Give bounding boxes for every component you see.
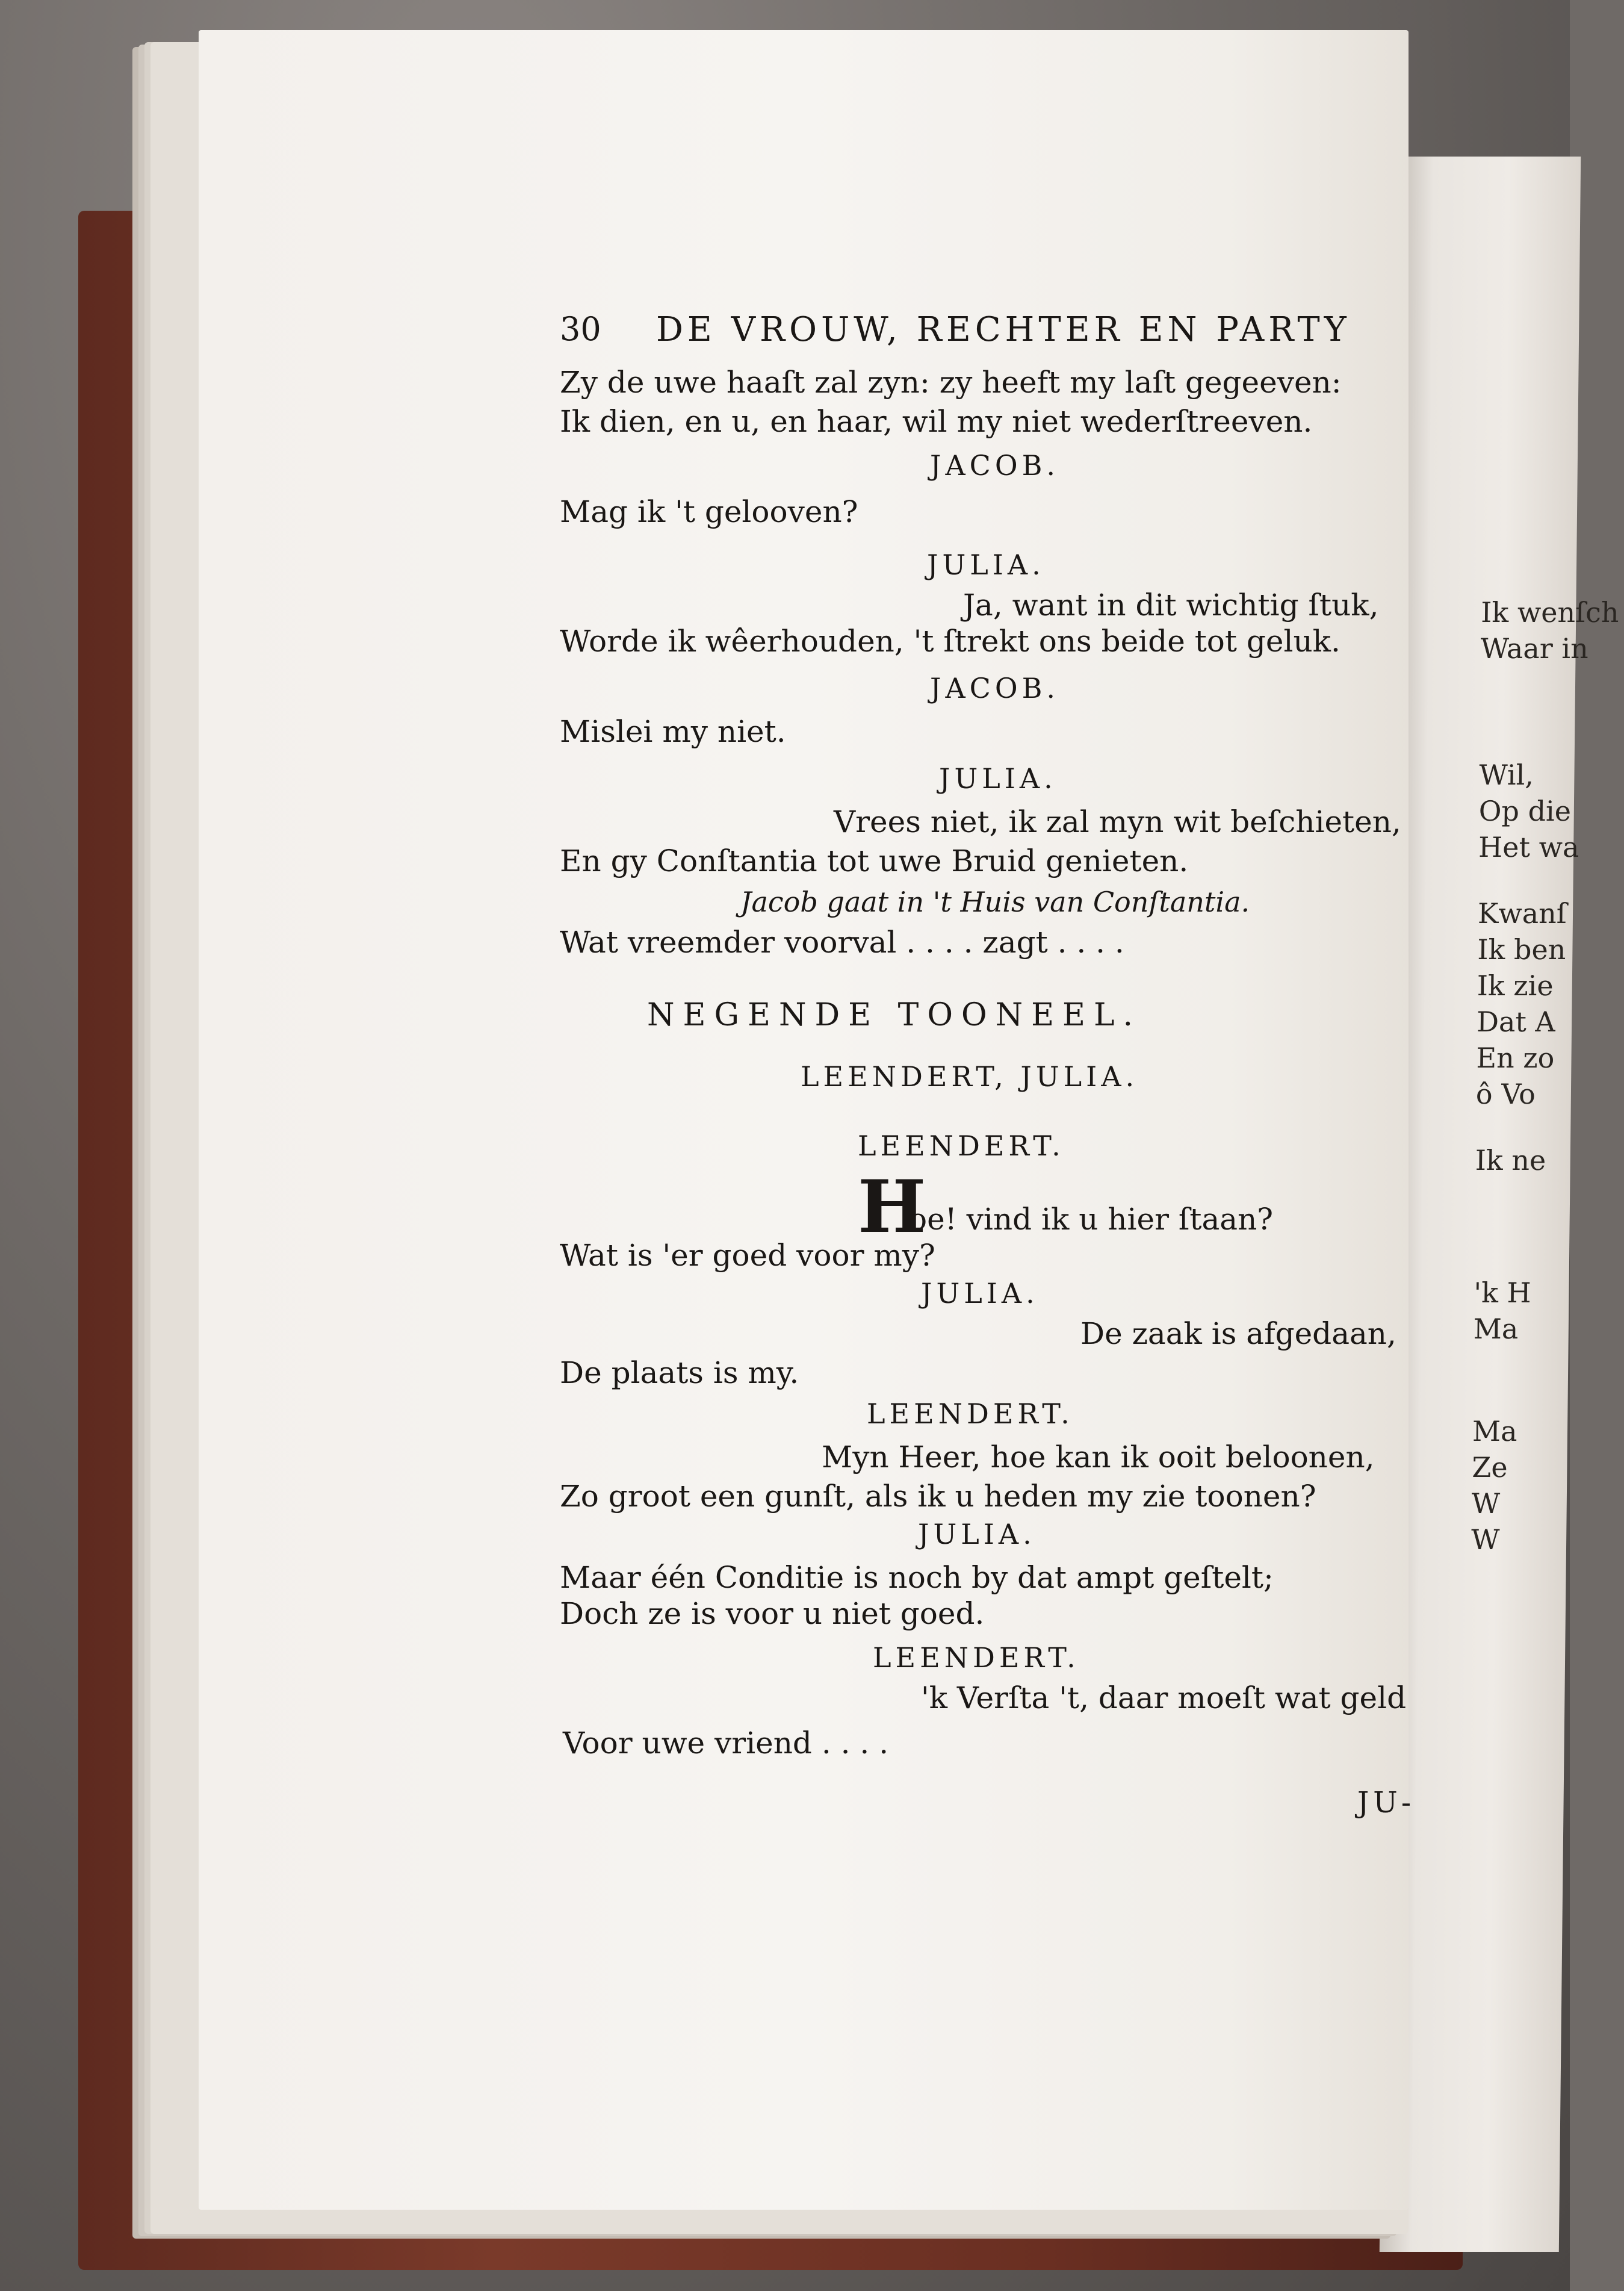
facing-line: ô Vo: [1475, 1078, 1536, 1110]
speaker-label: JACOB.: [930, 672, 1059, 704]
facing-line: Ma: [1473, 1313, 1519, 1345]
verse-line: Voor uwe vriend . . . .: [563, 1726, 889, 1761]
verse-line: Zy de uwe haaſt zal zyn: zy heeft my laſt gegeeven:: [560, 365, 1342, 400]
page-number: 30: [560, 310, 601, 348]
facing-line: Het wa: [1478, 831, 1579, 863]
facing-line: Ik zie: [1477, 969, 1554, 1002]
facing-line: 'k H: [1474, 1276, 1532, 1309]
speaker-label: JULIA.: [927, 549, 1045, 581]
verse-line: Ja, want in dit wichtig ſtuk,: [963, 588, 1379, 623]
verse-line: Ik dien, en u, en haar, wil my niet wederſtreeven.: [560, 404, 1313, 439]
facing-line: Wil,: [1479, 759, 1534, 791]
stage-direction: Jacob gaat in 't Huis van Conſtantia.: [740, 886, 1250, 918]
verse-line: De zaak is afgedaan,: [1080, 1316, 1396, 1351]
facing-line: En zo: [1476, 1042, 1555, 1074]
speaker-label: JULIA.: [918, 1518, 1036, 1550]
speaker-label: JULIA.: [939, 762, 1057, 795]
verse-line: Wat is 'er goed voor my?: [560, 1238, 935, 1273]
speaker-label: LEENDERT.: [858, 1130, 1065, 1162]
facing-line: Ik wenſch: [1481, 596, 1619, 629]
verse-line: Zo groot een gunſt, als ik u heden my zie toonen?: [560, 1479, 1316, 1514]
speaker-label: LEENDERT.: [873, 1641, 1080, 1674]
facing-line: W: [1471, 1523, 1500, 1556]
speaker-label: JACOB.: [930, 449, 1059, 482]
verse-line: De plaats is my.: [560, 1355, 799, 1390]
facing-line: Kwanſ: [1477, 897, 1567, 930]
facing-line: Dat A: [1476, 1006, 1556, 1038]
facing-line: Op die: [1478, 795, 1572, 827]
facing-line: Ik ben: [1477, 933, 1566, 966]
verse-line: Mislei my niet.: [560, 714, 786, 749]
verse-line: oe! vind ik u hier ſtaan?: [909, 1202, 1274, 1237]
verse-line: Mag ik 't gelooven?: [560, 494, 858, 529]
verse-line: 'k Verſta 't, daar moeſt wat geld: [921, 1680, 1407, 1715]
facing-line: Ze: [1472, 1451, 1508, 1484]
catchword: JU-: [1357, 1786, 1416, 1820]
verse-line: Vrees niet, ik zal myn wit beſchieten,: [834, 804, 1401, 839]
verse-line: Maar één Conditie is noch by dat ampt geſtelt;: [560, 1560, 1274, 1595]
verse-line: En gy Conſtantia tot uwe Bruid genieten.: [560, 844, 1189, 878]
speaker-label: LEENDERT.: [867, 1397, 1074, 1430]
verse-line: Wat vreemder voorval . . . . zagt . . . .: [560, 925, 1124, 960]
running-head: DE VROUW, RECHTER EN PARTY: [656, 310, 1351, 349]
verse-line: Worde ik wêerhouden, 't ſtrekt ons beide tot geluk.: [560, 624, 1340, 659]
facing-line: Ma: [1472, 1415, 1517, 1447]
facing-page: [1380, 157, 1619, 2252]
speaker-label: JULIA.: [921, 1277, 1039, 1310]
facing-line: Ik ne: [1475, 1144, 1546, 1177]
verse-line: Myn Heer, hoe kan ik ooit beloonen,: [822, 1440, 1375, 1475]
scene-heading: NEGENDE TOONEEL.: [647, 997, 1142, 1033]
drop-cap: H: [858, 1164, 926, 1249]
scene-characters: LEENDERT, JULIA.: [801, 1060, 1139, 1093]
facing-line: W: [1471, 1487, 1501, 1520]
facing-line: Waar in: [1480, 632, 1589, 665]
book-page: [199, 30, 1416, 2210]
verse-line: Doch ze is voor u niet goed.: [560, 1596, 985, 1631]
